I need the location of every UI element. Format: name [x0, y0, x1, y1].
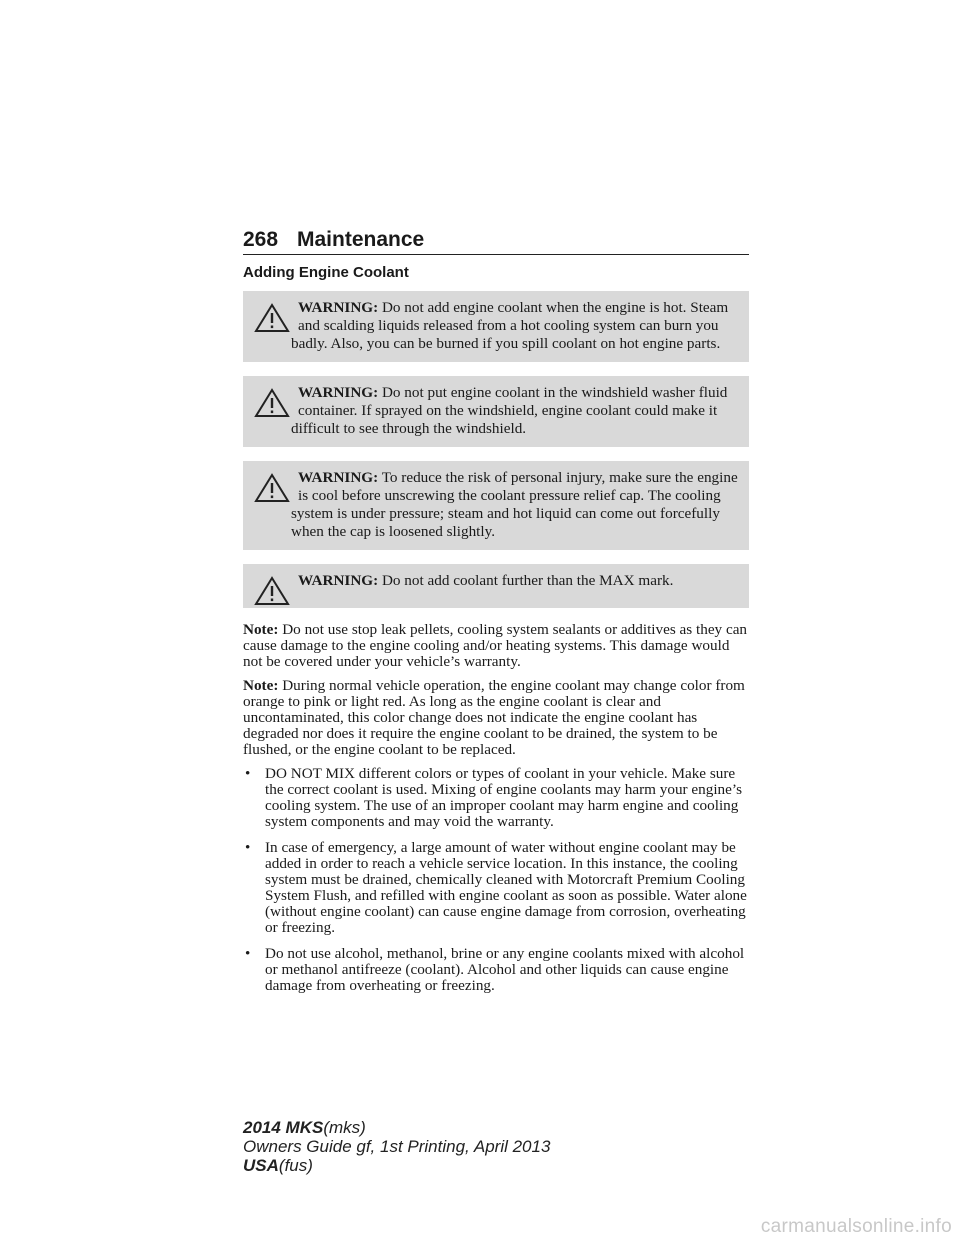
warning-text: Do not add coolant further than the MAX mark.: [381, 572, 674, 589]
footer-model-code: (mks): [323, 1118, 366, 1137]
list-item-text: Do not use alcohol, methanol, brine or any engine coolants mixed with alcohol or methanol antifreeze (coolant). Alcohol and other liquids can cause engine damage from overheating or freezing.: [265, 945, 745, 994]
warning-box: [243, 291, 749, 362]
bullet-icon: •: [245, 765, 251, 782]
print-footer: [243, 1118, 550, 1175]
warning-triangle-icon: [254, 576, 290, 606]
list-item-text: DO NOT MIX different colors or types of coolant in your vehicle. Make sure the correct coolant is used. Mixing of engine coolants may harm your engine’s cooling system. The use of an improper coolant may harm engine and cooling system components and may void the warranty.: [265, 765, 743, 830]
note-text: During normal vehicle operation, the engine coolant may change color from orange to pink or light red. As long as the engine coolant is clear and uncontaminated, this color change does not indicate the engine coolant has degraded nor does it require the engine coolant to be drained, the system to be flushed, or the engine coolant to be replaced.: [243, 677, 745, 758]
warning-triangle-icon: [254, 303, 290, 333]
list-item: [243, 840, 749, 936]
note-paragraph: [243, 622, 749, 670]
list-item: [243, 946, 749, 994]
warning-triangle-icon: [254, 388, 290, 418]
section-name: Maintenance: [297, 228, 425, 251]
bullet-list: [243, 766, 749, 994]
watermark-link[interactable]: carmanualsonline.info: [760, 1216, 952, 1237]
bullet-icon: •: [245, 945, 251, 962]
warning-text: Do not add engine coolant when the engine is hot. Steam and scalding liquids released from a hot cooling system can burn you badly. Also, you can be burned if you spill coolant on hot engine parts.: [291, 299, 729, 352]
footer-line-market: [243, 1156, 550, 1175]
list-item-text: In case of emergency, a large amount of water without engine coolant may be added in order to reach a vehicle service location. In this instance, the cooling system must be drained, chemically cleaned with Motorcraft Premium Cooling System Flush, and refilled with engine coolant as soon as possible. Water alone (without engine coolant) can cause engine damage from corrosion, overheating or freezing.: [265, 839, 747, 936]
footer-line-model: [243, 1118, 550, 1137]
warning-box: [243, 461, 749, 550]
warning-box: [243, 376, 749, 447]
note-text: Do not use stop leak pellets, cooling system sealants or additives as they can cause damage to the engine cooling and/or heating systems. This damage would not be covered under your vehicle’s warranty.: [243, 621, 748, 670]
warning-label: WARNING:: [298, 299, 379, 316]
note-label: Note:: [243, 621, 279, 638]
warning-label: WARNING:: [298, 384, 379, 401]
warning-triangle-icon: [254, 473, 290, 503]
warning-text: To reduce the risk of personal injury, make sure the engine is cool before unscrewing the coolant pressure relief cap. The cooling system is under pressure; steam and hot liquid can come out forcefully when the cap is loosened slightly.: [291, 469, 738, 540]
warning-box: [243, 564, 749, 608]
bullet-icon: •: [245, 839, 251, 856]
footer-market: USA: [243, 1156, 279, 1175]
footer-model: 2014 MKS: [243, 1118, 324, 1137]
list-item: [243, 766, 749, 830]
footer-market-code: (fus): [278, 1156, 313, 1175]
note-paragraph: [243, 678, 749, 758]
page-number: 268: [243, 228, 279, 251]
page-header: [243, 228, 749, 255]
footer-line-edition: Owners Guide gf, 1st Printing, April 2013: [243, 1137, 551, 1156]
manual-page: [243, 228, 749, 1004]
warning-text: Do not put engine coolant in the windshield washer fluid container. If sprayed on the windshield, engine coolant could make it difficult to see through the windshield.: [291, 384, 728, 437]
note-label: Note:: [243, 677, 279, 694]
warning-label: WARNING:: [298, 469, 379, 486]
section-title: Adding Engine Coolant: [243, 264, 409, 281]
warning-label: WARNING:: [298, 572, 379, 589]
